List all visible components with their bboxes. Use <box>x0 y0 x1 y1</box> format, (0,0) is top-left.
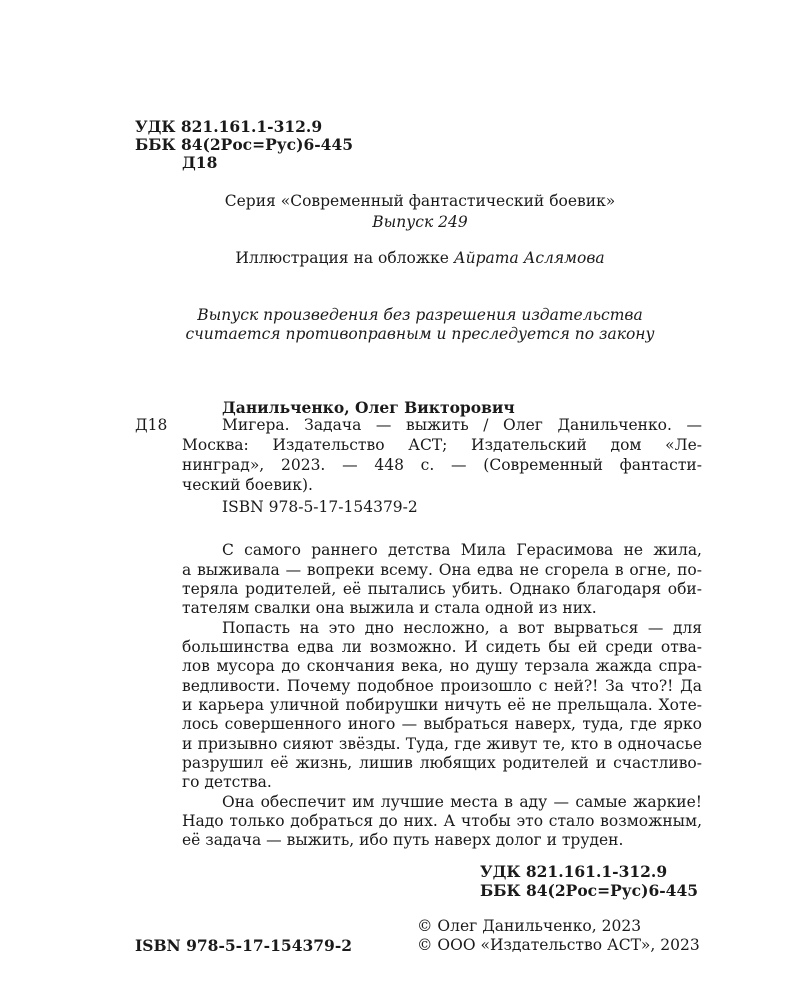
record-mark: Д18 <box>135 416 168 434</box>
series-title: Серия «Современный фантастический боевик» <box>224 192 616 210</box>
illustration-credit <box>0 249 800 268</box>
annotation-line: большинства едва ли возможно. И сидеть бы ей среди отва- <box>182 638 702 656</box>
annotation-line: Она обеспечит им лучшие места в аду — самые жаркие! <box>222 793 702 811</box>
annotation-line: и карьера уличной побирушки ничуть её не прельщала. Хоте- <box>182 696 702 714</box>
annotation-line: а выживала — вопреки всему. Она едва не сгорела в огне, по- <box>182 561 702 579</box>
illustration-artist: Айрата Аслямова <box>453 249 605 267</box>
footer-bbk: ББК 84(2Рос=Рус)6-445 <box>480 881 699 900</box>
annotation-line: её задача — выжить, ибо путь наверх долог и труден. <box>182 831 624 849</box>
record-isbn: ISBN 978-5-17-154379-2 <box>222 498 418 516</box>
author-mark: Д18 <box>182 153 218 172</box>
annotation-line: Надо только добраться до них. А чтобы это стало возможным, <box>182 812 702 830</box>
footer-udk: УДК 821.161.1-312.9 <box>480 862 668 881</box>
record-line: Москва: Издательство АСТ; Издательский дом «Ле- <box>182 436 702 454</box>
record-line: Мигера. Задача — выжить / Олег Данильченко. — <box>222 416 702 434</box>
annotation-line: тателям свалки она выжила и стала одной из них. <box>182 599 597 617</box>
bbk-code: ББК 84(2Рос=Рус)6-445 <box>135 135 354 154</box>
legal-notice-line-1: Выпуск произведения без разрешения издательства <box>197 306 643 324</box>
record-line: нинград», 2023. — 448 с. — (Современный фантасти- <box>182 456 702 474</box>
annotation-line: лось совершенного иного — выбраться наверх, туда, где ярко <box>182 715 702 733</box>
illustration-prefix: Иллюстрация на обложке <box>235 249 454 267</box>
annotation-line: С самого раннего детства Мила Герасимова не жила, <box>222 541 702 559</box>
author-heading: Данильченко, Олег Викторович <box>222 398 515 417</box>
annotation-line: теряла родителей, её пытались убить. Однако благодаря оби- <box>182 580 702 598</box>
legal-notice-line-2: считается противоправным и преследуется по закону <box>185 325 655 343</box>
annotation-line: ведливости. Почему подобное произошло с ней?! За что?! Да <box>182 677 702 695</box>
annotation-line: и призывно сияют звёзды. Туда, где живут те, кто в одночасье <box>182 735 702 753</box>
record-line: ческий боевик). <box>182 476 313 494</box>
copyright-author: © Олег Данильченко, 2023 <box>417 917 642 935</box>
footer-isbn: ISBN 978-5-17-154379-2 <box>135 936 353 955</box>
annotation-line: го детства. <box>182 773 272 791</box>
annotation-line: Попасть на это дно несложно, а вот вырваться — для <box>222 619 702 637</box>
udk-code: УДК 821.161.1-312.9 <box>135 117 323 136</box>
copyright-publisher: © ООО «Издательство АСТ», 2023 <box>417 936 700 954</box>
annotation-line: лов мусора до скончания века, но душу терзала жажда спра- <box>182 657 702 675</box>
series-issue: Выпуск 249 <box>372 213 468 231</box>
annotation-line: разрушил её жизнь, лишив любящих родителей и счастливо- <box>182 754 702 772</box>
